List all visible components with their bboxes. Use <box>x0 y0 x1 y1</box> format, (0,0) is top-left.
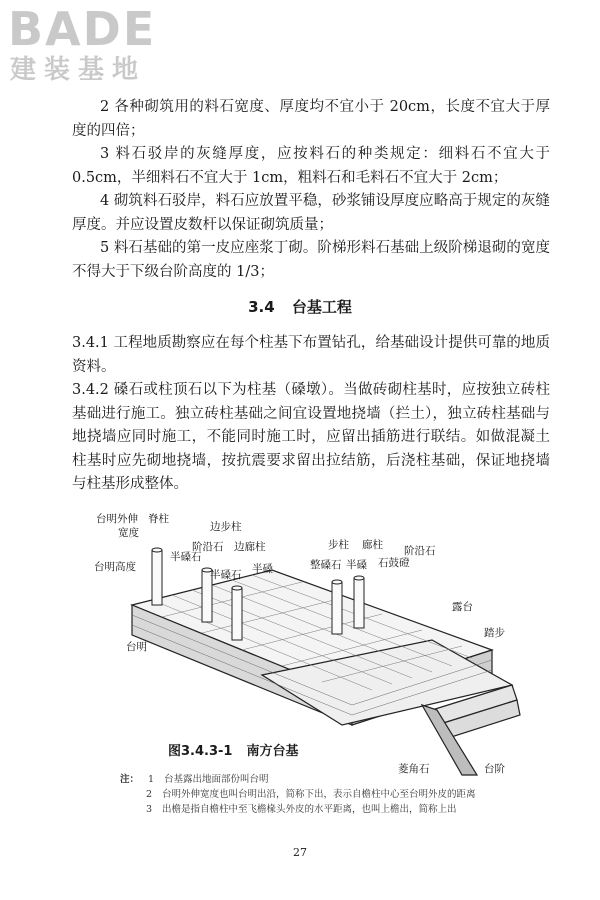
note-item <box>146 802 476 817</box>
clauses <box>72 332 550 497</box>
note-text: 台明外伸宽度也叫台明出沿，简称下出，表示自檐柱中心至台明外皮的距离 <box>162 789 476 800</box>
label-bansangshi-1: 半磉石 <box>170 551 202 563</box>
figure-notes <box>120 772 476 817</box>
label-zhengsangshi: 整磉石 <box>310 559 342 571</box>
logo <box>8 4 156 86</box>
label-jieyanshi-1: 阶沿石 <box>192 541 224 553</box>
label-lutai: 露台 <box>452 601 473 613</box>
notes-label: 注： <box>120 774 140 785</box>
clause-3-4-2: 3.4.2 磉石或柱顶石以下为柱基（磉墩）。当做砖砌柱基时，应按独立砖柱基础进行施工。独立砖柱基础之间宜设置地挠墙（拦土），独立砖柱基础与地挠墙应同时施工，不能同时施工时，应留出插筋进行联结。如做混凝土柱基时应先砌地挠墙，按抗震要求留出拉结筋，后浇柱基础，保证地挠墙与柱基形成整体。 <box>72 382 550 492</box>
note-text: 台基露出地面部份叫台明 <box>164 774 269 785</box>
paragraph-item-2: 2 各种砌筑用的料石宽度、厚度均不宜小于 20cm，长度不宜大于厚度的四倍； <box>72 99 550 139</box>
note-number: 1 <box>148 774 155 785</box>
note-number: 2 <box>146 789 153 800</box>
label-tabu: 踏步 <box>484 627 505 639</box>
label-jizhu: 脊柱 <box>148 513 169 525</box>
note-item <box>146 787 476 802</box>
note-number: 3 <box>146 804 153 815</box>
clause-3-4-1: 3.4.1 工程地质勘察应在每个柱基下布置钻孔，给基础设计提供可靠的地质资料。 <box>72 335 550 375</box>
label-taiming: 台明 <box>126 641 147 653</box>
logo-main-text: BADE <box>8 2 157 56</box>
page-number: 27 <box>293 846 307 859</box>
label-bianbuzhu: 边步柱 <box>210 521 242 533</box>
section-title: 台基工程 <box>291 298 352 316</box>
logo-sub-text: 建装基地 <box>10 55 147 85</box>
label-shigudeng: 石鼓磴 <box>378 557 410 569</box>
note-item <box>148 774 269 785</box>
label-bianlangzhu: 边廊柱 <box>234 541 266 553</box>
label-kuandu: 宽度 <box>118 527 139 539</box>
paragraph-item-4: 4 砌筑料石驳岸，料石应放置平稳，砂浆铺设厚度应略高于规定的灰缝厚度。并应设置皮数杆以保证砌筑质量； <box>72 193 550 233</box>
top-paragraphs <box>72 96 550 284</box>
paragraph-item-3: 3 料石驳岸的灰缝厚度，应按料石的种类规定：细料石不宜大于 0.5cm，半细料石不宜大于 1cm，粗料石和毛料石不宜大于 2cm； <box>72 146 550 186</box>
label-taijie: 台阶 <box>484 763 505 775</box>
paragraph-item-5: 5 料石基础的第一皮应座浆丁砌。阶梯形料石基础上级阶梯退砌的宽度不得大于下级台阶高度的 1/3； <box>72 240 550 280</box>
label-langzhu: 廊柱 <box>362 539 383 551</box>
label-bansangshi-2: 半磉石 <box>210 569 242 581</box>
section-number: 3.4 <box>248 298 275 316</box>
label-bansang-2: 半磉 <box>346 559 367 571</box>
label-taiming-waishen: 台明外伸 <box>96 513 138 525</box>
label-jieyanshi-2: 阶沿石 <box>404 545 436 557</box>
figure-title: 南方台基 <box>246 744 299 759</box>
label-bansang: 半磉 <box>252 563 273 575</box>
label-buzhu: 步柱 <box>328 539 349 551</box>
figure-number: 图3.4.3-1 <box>168 744 233 759</box>
label-taiming-gaodu: 台明高度 <box>94 561 136 573</box>
note-text: 出檐是指自檐柱中至飞檐椽头外皮的水平距离，也叫上檐出，简称上出 <box>162 804 457 815</box>
label-lingjiaoshi: 菱角石 <box>398 763 430 775</box>
section-heading <box>0 296 600 317</box>
figure-caption <box>168 740 298 759</box>
